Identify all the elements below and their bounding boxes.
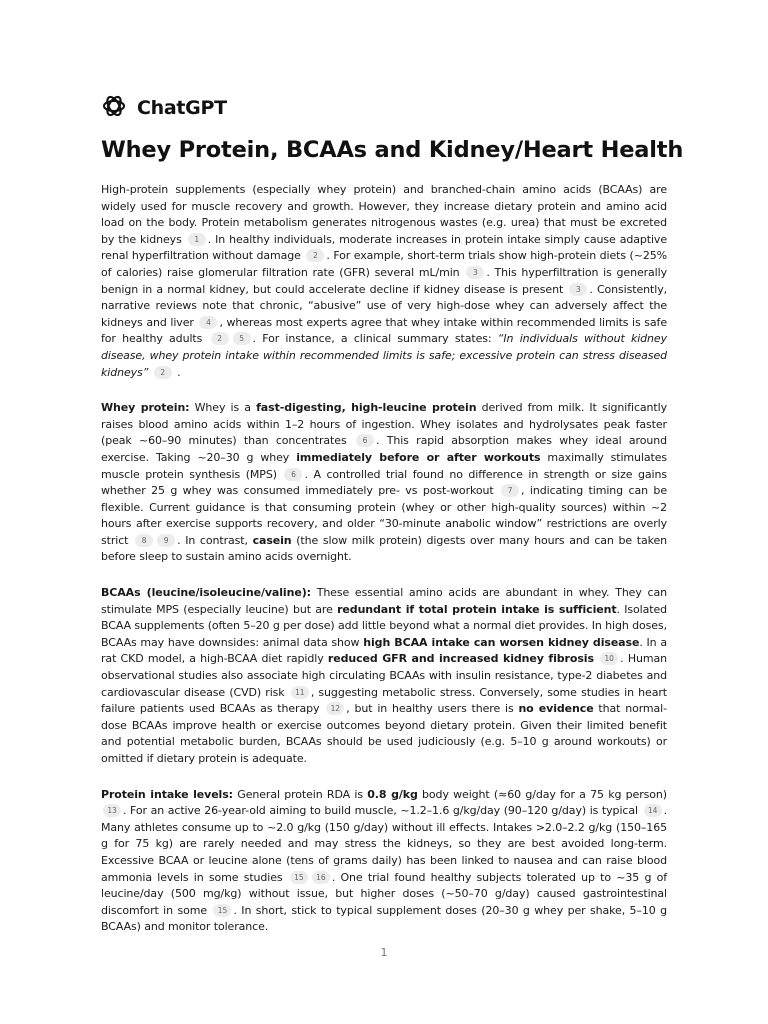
citation-badge[interactable]: 6 xyxy=(284,468,302,481)
text-run: . Isolated BCAA supplements (often 5–20 g per dose) add little beyond what a normal diet provides. In high doses, BCAAs may have downsides: animal data show xyxy=(101,602,668,649)
citation-badge[interactable]: 2 xyxy=(154,366,172,379)
text-run: . One trial found healthy subjects tolerated up to ~35 g of leucine/day (500 mg/kg) without issue, but higher doses (~50–70 g/day) caused gastrointestinal discomfort in some xyxy=(101,870,668,917)
citation-badge[interactable]: 16 xyxy=(312,871,330,884)
text-run: General protein RDA is xyxy=(232,787,368,801)
brand-header xyxy=(101,93,227,123)
citation-badge[interactable]: 4 xyxy=(199,316,217,329)
openai-logo-icon xyxy=(101,93,127,123)
citation-badge[interactable]: 15 xyxy=(213,904,231,917)
bold-text: immediately before or after workouts xyxy=(296,450,541,464)
citation-badge[interactable]: 12 xyxy=(326,702,344,715)
text-run: . For example, short-term trials show high-protein diets (~25% of calories) raise glomerular filtration rate (GFR) several mL/min xyxy=(101,249,667,279)
text-run: , but in healthy users there is xyxy=(346,702,519,716)
text-run: Whey is a xyxy=(189,401,257,415)
text-run: . Consistently, narrative reviews note that chronic, “abusive” use of very high-dose whey can adversely affect the kidneys and liver xyxy=(101,282,668,329)
text-run: . xyxy=(173,365,181,379)
citation-badge[interactable]: 5 xyxy=(233,332,251,345)
body-paragraph xyxy=(101,787,667,936)
text-run: . For instance, a clinical summary states: xyxy=(252,332,498,346)
text-run: maximally stimulates muscle protein synthesis (MPS) xyxy=(101,450,667,481)
body-paragraph xyxy=(101,182,667,381)
body-paragraph xyxy=(101,585,667,768)
quote-text: “In individuals without kidney disease, whey protein intake within recommended limits is safe; excessive protein can stress diseased kidneys” xyxy=(101,332,668,379)
citation-badge[interactable]: 8 xyxy=(135,534,153,547)
text-run: . This rapid absorption makes whey ideal around exercise. Taking ~20–30 g whey xyxy=(101,434,667,464)
page-number: 1 xyxy=(380,946,388,959)
text-run: . In short, stick to typical supplement doses (20–30 g whey per shake, 5–10 g BCAAs) and monitor tolerance. xyxy=(101,903,667,934)
text-run: , whereas most experts agree that whey intake within recommended limits is safe for healthy adults xyxy=(101,315,667,346)
citation-badge[interactable]: 2 xyxy=(306,249,324,262)
text-run: , suggesting metabolic stress. Conversely, some studies in heart failure patients used BCAAs as therapy xyxy=(101,685,667,716)
citation-badge[interactable]: 6 xyxy=(356,434,374,447)
citation-badge[interactable]: 9 xyxy=(157,534,175,547)
citation-badge[interactable]: 3 xyxy=(466,266,484,279)
bold-text: casein xyxy=(252,533,292,547)
brand-name: ChatGPT xyxy=(137,97,227,119)
bold-text: Whey protein: xyxy=(101,401,190,415)
bold-text: 0.8 g/kg xyxy=(367,787,418,801)
text-run: . In healthy individuals, moderate increases in protein intake simply cause adaptive renal hyperfiltration without damage xyxy=(101,232,667,263)
text-run: body weight (≈60 g/day for a 75 kg person) xyxy=(417,787,667,801)
bold-text: reduced GFR and increased kidney fibrosis xyxy=(327,652,594,666)
bold-text: Protein intake levels: xyxy=(101,787,233,801)
text-run: , indicating timing can be flexible. Current guidance is that consuming protein (whey or other high-quality sources) within ~2 hours after exercise supports recovery, and older “30-minute anabolic window” restrictions are overly strict xyxy=(101,484,667,547)
citation-badge[interactable]: 13 xyxy=(103,804,121,817)
text-run: that normal-dose BCAAs improve health or exercise outcomes beyond dietary protein. Given their limited benefit and potential metabolic burden, BCAAs should be used judiciously (e.g. 5–10 g around workouts) or omitted if dietary protein is adequate. xyxy=(101,702,668,765)
citation-badge[interactable]: 10 xyxy=(600,652,618,665)
bold-text: fast-digesting, high-leucine protein xyxy=(256,401,477,415)
text-run: (the slow milk protein) digests over many hours and can be taken before sleep to sustain amino acids overnight. xyxy=(101,533,668,564)
document-body xyxy=(101,182,667,955)
text-run: These essential amino acids are abundant in whey. They can stimulate MPS (especially leucine) but are xyxy=(101,586,667,616)
citation-badge[interactable]: 11 xyxy=(291,686,309,699)
bold-text: no evidence xyxy=(518,702,594,716)
bold-text: redundant if total protein intake is sufficient xyxy=(337,602,617,616)
citation-badge[interactable]: 1 xyxy=(188,233,206,246)
text-run: . A controlled trial found no difference in strength or size gains whether 25 g whey was consumed immediately pre- vs post-workout xyxy=(101,467,667,498)
document-title: Whey Protein, BCAAs and Kidney/Heart Health xyxy=(101,137,684,163)
citation-badge[interactable]: 14 xyxy=(644,804,662,817)
text-run: . In contrast, xyxy=(177,533,253,547)
text-run xyxy=(594,652,598,665)
text-run: . Many athletes consume up to ~2.0 g/kg (150 g/day) without ill effects. Intakes >2.0–2.2 g/kg (150–165 g for 75 kg) are rarely needed and may stress the kidneys, so they are best avoided long-term. Excessive BCAA or leucine alone (tens of grams daily) has been linked to nausea and can raise blood ammonia levels in some studies xyxy=(101,804,667,884)
citation-badge[interactable]: 3 xyxy=(569,283,587,296)
text-run: . In a rat CKD model, a high-BCAA diet rapidly xyxy=(101,635,667,666)
bold-text: high BCAA intake can worsen kidney disease xyxy=(363,635,640,649)
bold-text: BCAAs (leucine/isoleucine/valine): xyxy=(101,586,311,600)
body-paragraph xyxy=(101,400,667,566)
text-run xyxy=(148,366,151,379)
text-run: High-protein supplements (especially whey protein) and branched-chain amino acids (BCAAs) are widely used for muscle recovery and growth. However, they increase dietary protein and amino acid load on the body. Protein metabolism generates nitrogenous wastes (e.g. urea) that must be excreted by the kidneys xyxy=(101,183,667,246)
text-run: . This hyperfiltration is generally benign in a normal kidney, but could accelerate decline if kidney disease is present xyxy=(101,265,667,296)
citation-badge[interactable]: 7 xyxy=(501,484,519,497)
text-run: derived from milk. It significantly raises blood amino acids within 1–2 hours of ingestion. Whey isolates and hydrolysates peak faster (peak ~60–90 minutes) than concentrates xyxy=(101,401,668,448)
text-run: . For an active 26-year-old aiming to build muscle, ~1.2–1.6 g/kg/day (90–120 g/day) is typical xyxy=(123,804,642,818)
citation-badge[interactable]: 2 xyxy=(211,332,229,345)
text-run: . Human observational studies also associate high circulating BCAAs with insulin resistance, type-2 diabetes and cardiovascular disease (CVD) risk xyxy=(101,652,667,699)
citation-badge[interactable]: 15 xyxy=(290,871,308,884)
